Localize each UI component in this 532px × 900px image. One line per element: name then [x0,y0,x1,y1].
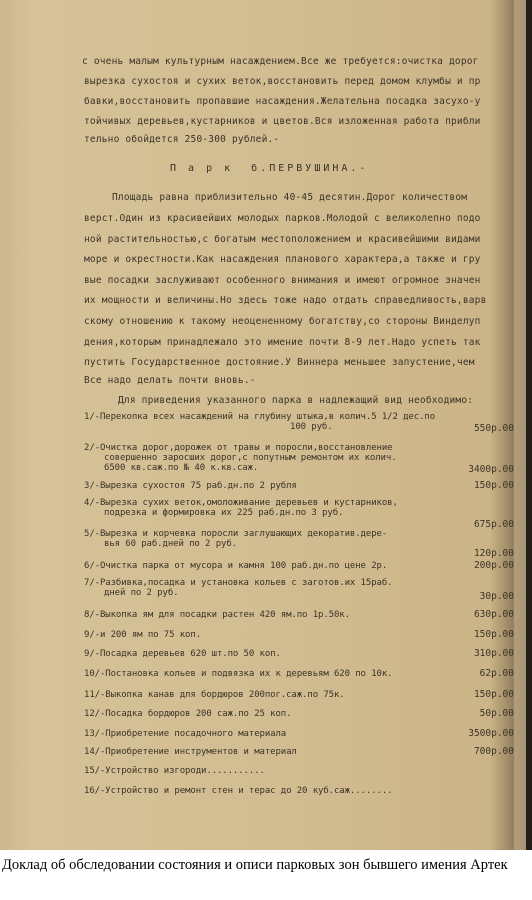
estimate-item-line: 2/-Очистка дорог,дорожек от травы и поросли,восстановление [84,443,393,453]
estimate-item-amount: 310р.00 [473,648,514,659]
estimate-item-line: 10/-Постановка кольев и подвязка их к деревьям 620 по 10к. [84,669,393,679]
estimate-item-amount: 3500р.00 [468,728,514,739]
estimate-item-amount: 120р.00 [473,548,514,559]
intro-line: тельно обойдется 250-300 рублей.- [84,134,280,145]
estimate-item-line: 9/-и 200 ям по 75 коп. [84,630,202,640]
estimate-item-line: 14/-Приобретение инструментов и материал [84,747,297,757]
list-intro: Для приведения указанного парка в надлежащий вид необходимо: [118,395,474,406]
estimate-item-line: 8/-Выкопка ям для посадки растен 420 ям.по 1р.50к. [84,610,350,620]
estimate-item-amount: 150р.00 [473,629,514,640]
park-description-line: верст.Один из красивейших молодых парков.Молодой с великолепно подо [84,213,481,224]
estimate-item-amount: 550р.00 [473,423,514,434]
estimate-item-line: 12/-Посадка бордюров 200 саж.по 25 коп. [84,709,292,719]
estimate-item-line: 6/-Очистка парка от мусора и камня 100 раб.дн.по цене 2р. [84,561,388,571]
estimate-item-amount: 150р.00 [473,689,514,700]
estimate-item-line: 15/-Устройство изгороди........... [84,766,265,776]
estimate-item-line: 16/-Устройство и ремонт стен и терас до 20 куб.саж........ [84,786,393,796]
section-heading: П а р к б.ПЕРВУШИНА.- [170,163,369,174]
intro-line: бавки,восстановить пропавшие насаждения.Желательна посадка засухо-у [84,96,481,107]
park-description-line: море и окрестности.Как насаждения планового характера,а также и гру [84,254,481,265]
estimate-item-amount: 675р.00 [473,519,514,530]
intro-line: вырезка сухостоя и сухих веток,восстановить перед домом клумбы и пр [84,76,481,87]
estimate-item-amount: 150р.00 [473,480,514,491]
estimate-item-amount: 30р.00 [479,591,514,602]
estimate-item-line: 1/-Перекопка всех насаждений на глубину штыка,в колич.5 1/2 дес.по [84,412,436,422]
park-description-line: Площадь равна приблизительно 40-45 десятин.Дорог количеством [112,192,468,203]
estimate-item-amount: 62р.00 [479,668,514,679]
estimate-item-line: 11/-Выкопка канав для бордюров 200пог.саж.по 75к. [84,690,345,700]
estimate-item-line: 4/-Вырезка сухих веток,омоложивание деревьев и кустарников, [84,498,398,508]
park-description-line: дения,которым принадлежало это имение почти 8-9 лет.Надо успеть так [84,337,481,348]
estimate-item-line: 3/-Вырезка сухостоя 75 раб.дн.по 2 рубля [84,481,297,491]
estimate-item-line: 9/-Посадка деревьев 620 шт.по 50 коп. [84,649,281,659]
park-description-line: ной растительностью,с богатым местоположением и красивейшими видами [84,234,481,245]
estimate-item-line: подрезка и формировка их 225 раб.дн.по 3 руб. [104,508,344,518]
estimate-item-line: 13/-Приобретение посадочного материала [84,729,287,739]
estimate-item-line: вья 60 раб.дней по 2 руб. [104,539,237,549]
photo-caption: Доклад об обследовании состояния и описи парковых зон бывшего имения Артек [2,857,508,873]
estimate-item-amount: 50р.00 [479,708,514,719]
estimate-item-line: 5/-Вырезка и корчевка поросли заглушающих декоратив.дере- [84,529,388,539]
park-description-line: вые посадки заслуживают особенного внимания и имеют огромное значен [84,275,481,286]
park-description-line: пустить Государственное достояние.У Виннера меньшее запустение,чем [84,357,475,368]
park-description-line: скому отношению к такому неоцененному богатству,со стороны Винделуп [84,316,481,327]
intro-line: тойчивых деревьев,кустарников и цветов.Вся изложенная работа прибли [84,116,481,127]
estimate-item-line: дней по 2 руб. [104,588,179,598]
intro-line: с очень малым культурным насаждением.Все же требуется:очистка дорог [82,56,479,67]
paper-edge-tape [514,0,526,850]
estimate-item-line: 6500 кв.саж.по № 40 к.кв.саж. [104,463,259,473]
estimate-item-amount: 700р.00 [473,746,514,757]
binder-edge [526,0,532,850]
estimate-item-line: 100 руб. [290,422,333,432]
estimate-item-amount: 630р.00 [473,609,514,620]
estimate-item-line: совершенно заросших дорог,с попутным ремонтом их колич. [104,453,397,463]
park-description-line: Все надо делать почти вновь.- [84,375,256,386]
estimate-item-amount: 3400р.00 [468,464,514,475]
park-description-line: их мощности и величины.Но здесь тоже надо отдать справедливость,варв [84,295,487,306]
estimate-item-amount: 200р.00 [473,560,514,571]
estimate-item-line: 7/-Разбивка,посадка и установка кольев с заготов.их 15раб. [84,578,393,588]
